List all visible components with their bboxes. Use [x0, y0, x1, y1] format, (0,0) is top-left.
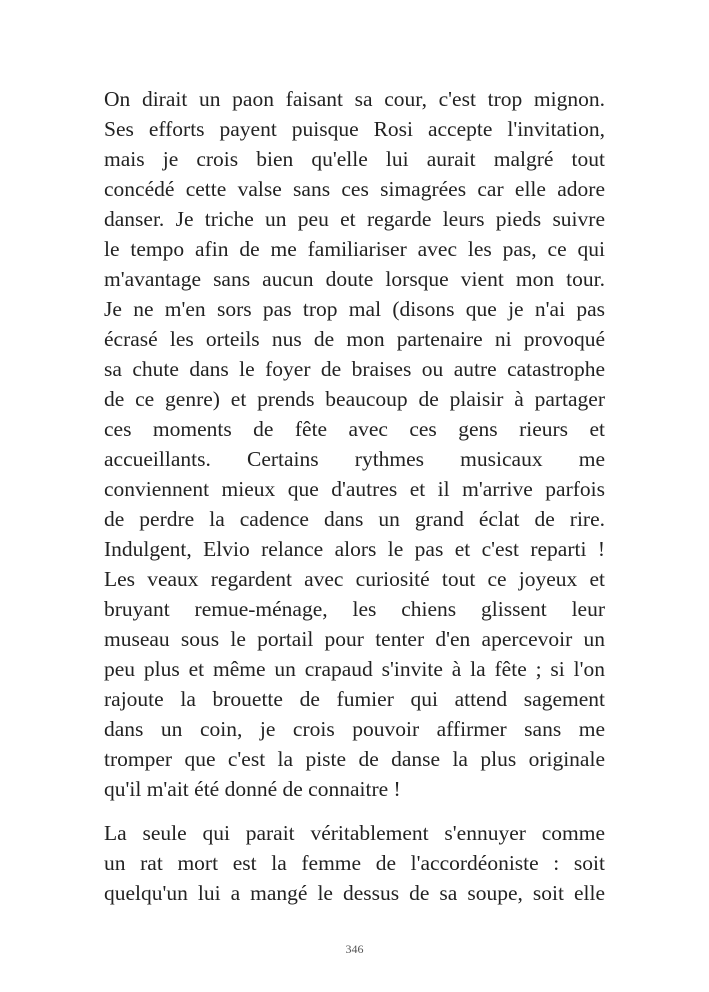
text-line: le tempo afin de me familiariser avec les pas, ce qui [104, 237, 605, 261]
text-line: ces moments de fête avec ces gens rieurs et [104, 417, 605, 441]
text-line: Je ne m'en sors pas trop mal (disons que je n'ai pas [104, 297, 605, 321]
text-line: Indulgent, Elvio relance alors le pas et c'est reparti ! [104, 537, 605, 561]
text-line: conviennent mieux que d'autres et il m'arrive parfois [104, 477, 605, 501]
text-line: un rat mort est la femme de l'accordéoniste : soit [104, 851, 605, 875]
text-line: écrasé les orteils nus de mon partenaire ni provoqué [104, 327, 605, 351]
text-line: de ce genre) et prends beaucoup de plaisir à partager [104, 387, 605, 411]
text-line: tromper que c'est la piste de danse la plus originale [104, 747, 605, 771]
paragraph-1 [104, 84, 605, 804]
text-line: quelqu'un lui a mangé le dessus de sa soupe, soit elle [104, 881, 605, 905]
text-line: accueillants. Certains rythmes musicaux me [104, 447, 605, 471]
text-line: bruyant remue-ménage, les chiens glissent leur [104, 597, 605, 621]
text-line: m'avantage sans aucun doute lorsque vient mon tour. [104, 267, 605, 291]
text-line: sa chute dans le foyer de braises ou autre catastrophe [104, 357, 605, 381]
text-line: rajoute la brouette de fumier qui attend sagement [104, 687, 605, 711]
text-line: concédé cette valse sans ces simagrées car elle adore [104, 177, 605, 201]
text-line: Les veaux regardent avec curiosité tout ce joyeux et [104, 567, 605, 591]
text-line: danser. Je triche un peu et regarde leurs pieds suivre [104, 207, 605, 231]
page-number: 346 [345, 942, 364, 956]
text-line: museau sous le portail pour tenter d'en apercevoir un [104, 627, 605, 651]
text-line: On dirait un paon faisant sa cour, c'est trop mignon. [104, 87, 605, 111]
text-line: de perdre la cadence dans un grand éclat de rire. [104, 507, 605, 531]
text-line: qu'il m'ait été donné de connaitre ! [104, 777, 401, 801]
text-line: Ses efforts payent puisque Rosi accepte l'invitation, [104, 117, 605, 141]
text-line: La seule qui parait véritablement s'ennuyer comme [104, 821, 605, 845]
paragraph-2 [104, 818, 605, 908]
text-line: mais je crois bien qu'elle lui aurait malgré tout [104, 147, 605, 171]
text-line: dans un coin, je crois pouvoir affirmer sans me [104, 717, 605, 741]
text-line: peu plus et même un crapaud s'invite à la fête ; si l'on [104, 657, 605, 681]
